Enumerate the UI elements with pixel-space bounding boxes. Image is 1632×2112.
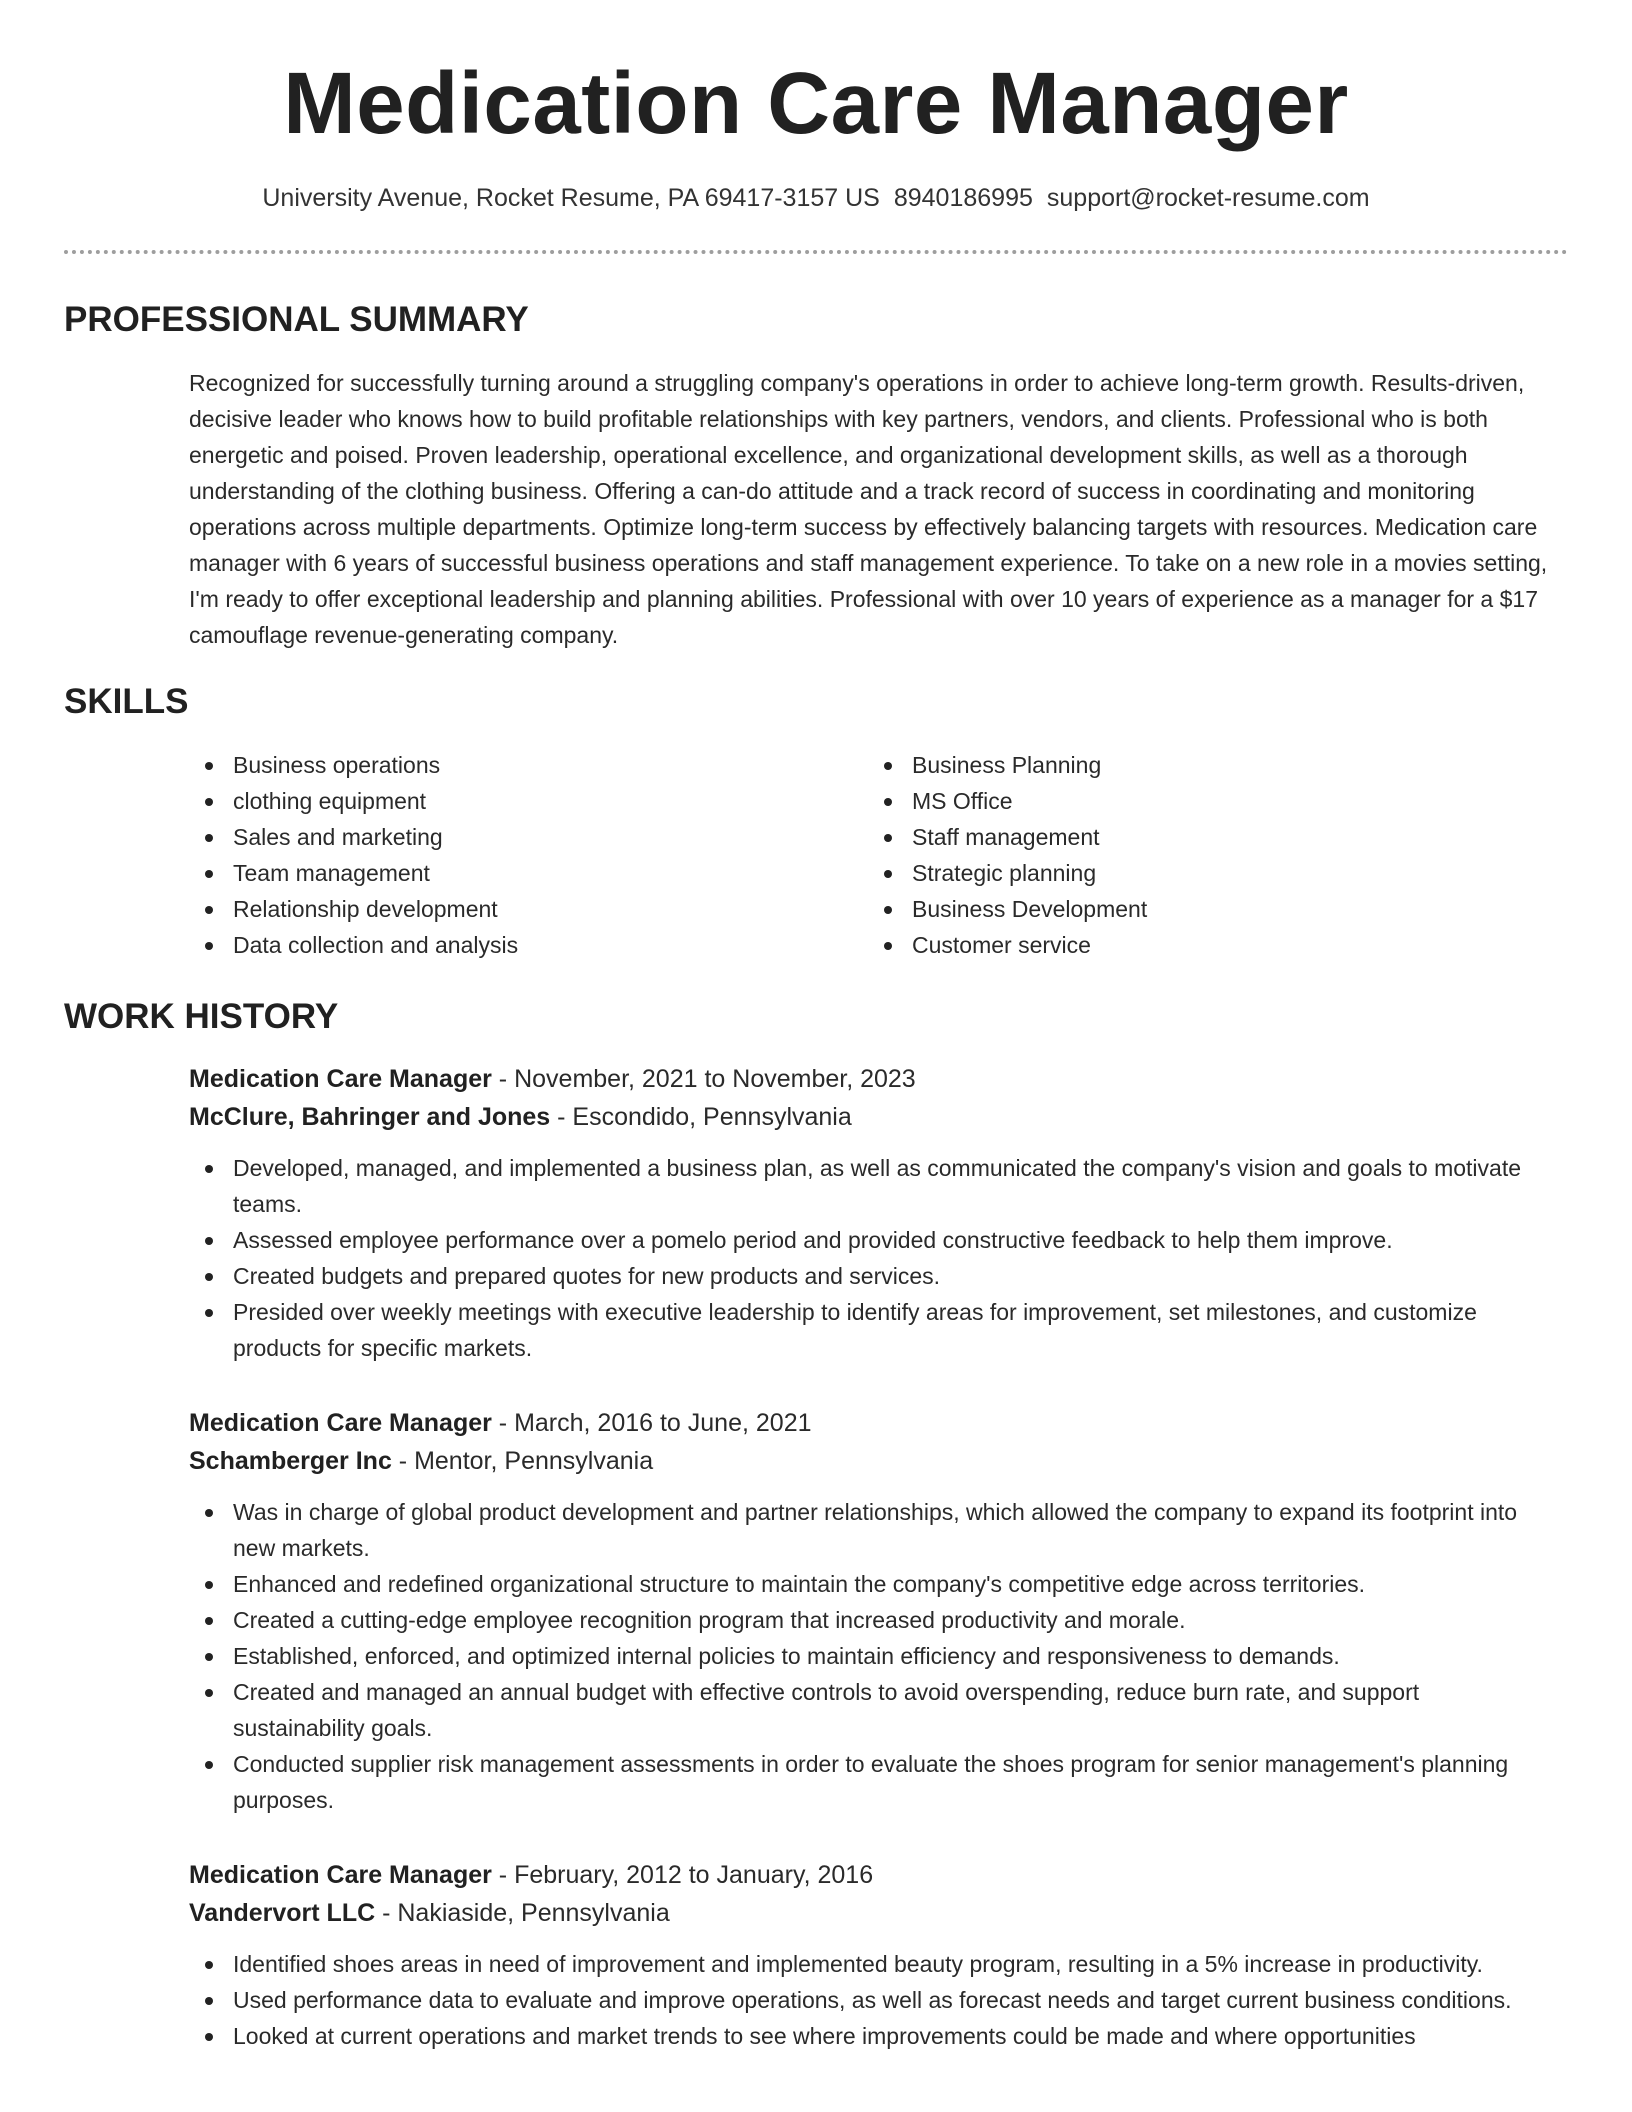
- job-location: - Mentor, Pennsylvania: [391, 1447, 654, 1475]
- job-bullets: [189, 1946, 1529, 2054]
- job-title-line: [189, 1856, 1569, 1894]
- summary-heading: PROFESSIONAL SUMMARY: [64, 300, 529, 339]
- job-company: McClure, Bahringer and Jones: [189, 1103, 551, 1131]
- job-bullet: Looked at current operations and market trends to see where improvements could be made and where opportunities: [189, 2018, 1529, 2054]
- job-dates: - March, 2016 to June, 2021: [491, 1409, 812, 1437]
- contact-phone: 8940186995: [893, 184, 1033, 212]
- job-entry: [189, 1856, 1569, 2054]
- work-history-heading: WORK HISTORY: [64, 997, 339, 1036]
- job-bullet: Developed, managed, and implemented a business plan, as well as communicated the company's vision and goals to motivate teams.: [189, 1150, 1529, 1222]
- job-bullet: Conducted supplier risk management assessments in order to evaluate the shoes program for senior management's planning purposes.: [189, 1746, 1529, 1818]
- skill-item: Team management: [189, 855, 829, 891]
- contact-email: support@rocket-resume.com: [1046, 184, 1370, 212]
- resume-name-heading: Medication Care Manager: [283, 55, 1349, 152]
- skill-item: Strategic planning: [868, 855, 1508, 891]
- job-title-line: [189, 1060, 1569, 1098]
- job-bullet: Used performance data to evaluate and improve operations, as well as forecast needs and target current business conditions.: [189, 1982, 1529, 2018]
- skill-item: MS Office: [868, 783, 1508, 819]
- job-company: Schamberger Inc: [189, 1447, 392, 1475]
- summary-text: Recognized for successfully turning around a struggling company's operations in order to achieve long-term growth. Results-driven, decisive leader who knows how to build profitable relationships with key partners, vendors, and clients. Professional who is both energetic and poised. Proven leadership, operational excellence, and organizational development skills, as well as a thorough understanding of the clothing business. Offering a can-do attitude and a track record of success in coordinating and monitoring operations across multiple departments. Optimize long-term success by effectively balancing targets with resources. Medication care manager with 6 years of successful business operations and staff management experience. To take on a new role in a movies setting, I'm ready to offer exceptional leadership and planning abilities. Professional with over 10 years of experience as a manager for a $17 camouflage revenue-generating company.: [189, 370, 1548, 648]
- skill-item: Business Planning: [868, 747, 1508, 783]
- skill-item: Data collection and analysis: [189, 927, 829, 963]
- job-location: - Nakiaside, Pennsylvania: [375, 1899, 670, 1927]
- job-title-line: [189, 1404, 1569, 1442]
- job-company-line: [189, 1098, 1569, 1136]
- job-bullet: Was in charge of global product development and partner relationships, which allowed the company to expand its footprint into new markets.: [189, 1494, 1529, 1566]
- job-company-line: [189, 1442, 1569, 1480]
- job-company-line: [189, 1894, 1569, 1932]
- job-title: Medication Care Manager: [189, 1065, 492, 1093]
- job-bullet: Enhanced and redefined organizational structure to maintain the company's competitive edge across territories.: [189, 1566, 1529, 1602]
- contact-line: [0, 180, 1632, 216]
- job-bullets: [189, 1494, 1529, 1818]
- skill-item: Sales and marketing: [189, 819, 829, 855]
- job-bullet: Identified shoes areas in need of improvement and implemented beauty program, resulting in a 5% increase in productivity.: [189, 1946, 1529, 1982]
- skill-item: Relationship development: [189, 891, 829, 927]
- job-bullet: Created and managed an annual budget with effective controls to avoid overspending, reduce burn rate, and support sustainability goals.: [189, 1674, 1529, 1746]
- skills-list-left: [189, 747, 829, 963]
- skill-item: clothing equipment: [189, 783, 829, 819]
- contact-address: University Avenue, Rocket Resume, PA 69417-3157 US: [262, 184, 880, 212]
- job-dates: - November, 2021 to November, 2023: [491, 1065, 916, 1093]
- job-bullet: Presided over weekly meetings with executive leadership to identify areas for improvement, set milestones, and customize products for specific markets.: [189, 1294, 1529, 1366]
- skills-heading: SKILLS: [64, 682, 189, 721]
- skill-item: Business Development: [868, 891, 1508, 927]
- header-divider: [64, 250, 1568, 254]
- job-bullet: Created a cutting-edge employee recognition program that increased productivity and morale.: [189, 1602, 1529, 1638]
- job-title: Medication Care Manager: [189, 1409, 492, 1437]
- skill-item: Business operations: [189, 747, 829, 783]
- job-company: Vandervort LLC: [189, 1899, 376, 1927]
- job-bullets: [189, 1150, 1529, 1366]
- skill-item: Staff management: [868, 819, 1508, 855]
- job-entry: [189, 1404, 1569, 1818]
- job-title: Medication Care Manager: [189, 1861, 492, 1889]
- job-bullet: Created budgets and prepared quotes for new products and services.: [189, 1258, 1529, 1294]
- job-bullet: Assessed employee performance over a pomelo period and provided constructive feedback to help them improve.: [189, 1222, 1529, 1258]
- job-bullet: Established, enforced, and optimized internal policies to maintain efficiency and responsiveness to demands.: [189, 1638, 1529, 1674]
- job-dates: - February, 2012 to January, 2016: [491, 1861, 874, 1889]
- job-location: - Escondido, Pennsylvania: [550, 1103, 852, 1131]
- job-entry: [189, 1060, 1569, 1366]
- skill-item: Customer service: [868, 927, 1508, 963]
- skills-list-right: [868, 747, 1508, 963]
